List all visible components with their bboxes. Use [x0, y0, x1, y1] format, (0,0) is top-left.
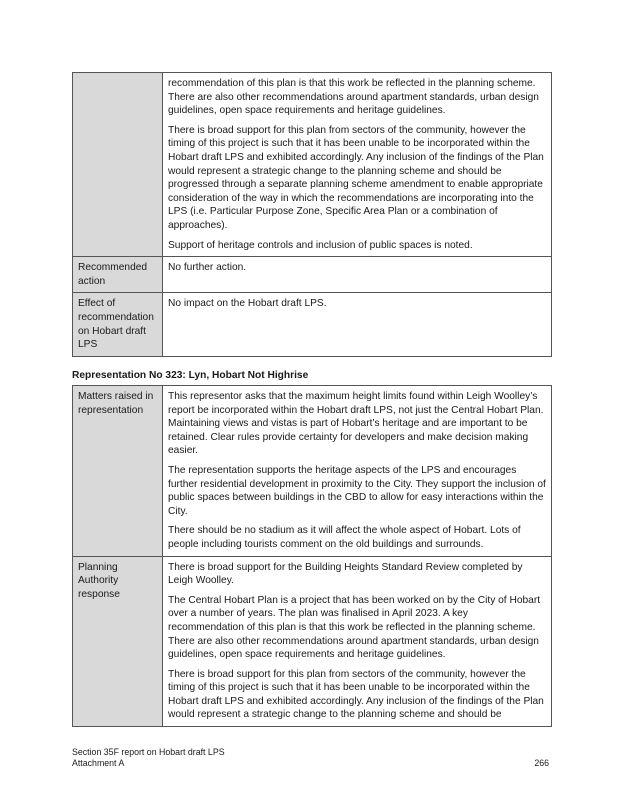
- paragraph: There should be no stadium as it will affect the whole aspect of Hobart. Lots of people including tourists comment on the old buildings and surrounds.: [168, 525, 521, 550]
- table-row: [73, 386, 552, 557]
- paragraph: No impact on the Hobart draft LPS.: [168, 298, 327, 310]
- paragraph: Support of heritage controls and inclusion of public spaces is noted.: [168, 239, 473, 251]
- paragraph: recommendation of this plan is that this work be reflected in the planning scheme. There are also other recommendations around apartment standards, urban design guidelines, open space requirements and heritage guidelines.: [168, 78, 539, 117]
- table-row: [73, 556, 552, 727]
- row-label: Planning Authority response: [73, 556, 163, 727]
- page-number: 266: [534, 758, 549, 768]
- row-content: [163, 73, 552, 257]
- row-label: Matters raised in representation: [73, 386, 163, 557]
- footer-line: Attachment A: [72, 758, 125, 768]
- representation-table: [72, 385, 552, 727]
- row-content: [163, 293, 552, 356]
- row-content: [163, 386, 552, 557]
- footer-line: Section 35F report on Hobart draft LPS: [72, 747, 225, 757]
- paragraph: This representor asks that the maximum height limits found within Leigh Woolley’s report be incorporated within the Hobart draft LPS, not just the Central Hobart Plan. Maintaining views and vistas is part of Hobart’s heritage and are important to be retained. Clear rules provide certainty for developers and make decision making easier.: [168, 391, 544, 457]
- paragraph: There is broad support for this plan from sectors of the community, however the timing of this project is such that it has been unable to be incorporated within the Hobart draft LPS and exhibited accordingly. Any inclusion of the findings of the Plan would represent a strategic change to the planning scheme and should be progressed through a separate planning scheme amendment to enable appropriate consideration of the way in which the recommendations are incorporating into the LPS (i.e. Particular Purpose Zone, Specific Area Plan or a combination of approaches).: [168, 124, 544, 231]
- row-label: [73, 73, 163, 257]
- paragraph: There is broad support for this plan from sectors of the community, however the timing of this project is such that it has been unable to be incorporated within the Hobart draft LPS and exhibited accordingly. Any inclusion of the findings of the Plan would represent a strategic change to the planning scheme and should be: [168, 668, 544, 721]
- page-footer: [72, 747, 549, 769]
- row-content: [163, 556, 552, 727]
- table-row: [73, 293, 552, 356]
- paragraph: The Central Hobart Plan is a project that has been worked on by the City of Hobart over a number of years. The plan was finalised in April 2023. A key recommendation of this plan is that this work be reflected in the planning scheme. There are also other recommendations around apartment standards, urban design guidelines, open space requirements and heritage guidelines.: [168, 594, 541, 661]
- continued-response-table: [72, 72, 552, 357]
- paragraph: There is broad support for the Building Heights Standard Review completed by Leigh Woolley.: [168, 561, 523, 587]
- row-content: [163, 257, 552, 293]
- paragraph: The representation supports the heritage aspects of the LPS and encourages further residential development in proximity to the City. They support the inclusion of public spaces between buildings in the CBD to allow for easy interactions within the City.: [168, 464, 546, 517]
- row-label: Effect of recommendation on Hobart draft LPS: [73, 293, 163, 356]
- section-heading: Representation No 323: Lyn, Hobart Not Highrise: [72, 370, 309, 381]
- paragraph: No further action.: [168, 262, 247, 274]
- table-row: [73, 257, 552, 293]
- table-row: [73, 73, 552, 257]
- row-label: Recommended action: [73, 257, 163, 293]
